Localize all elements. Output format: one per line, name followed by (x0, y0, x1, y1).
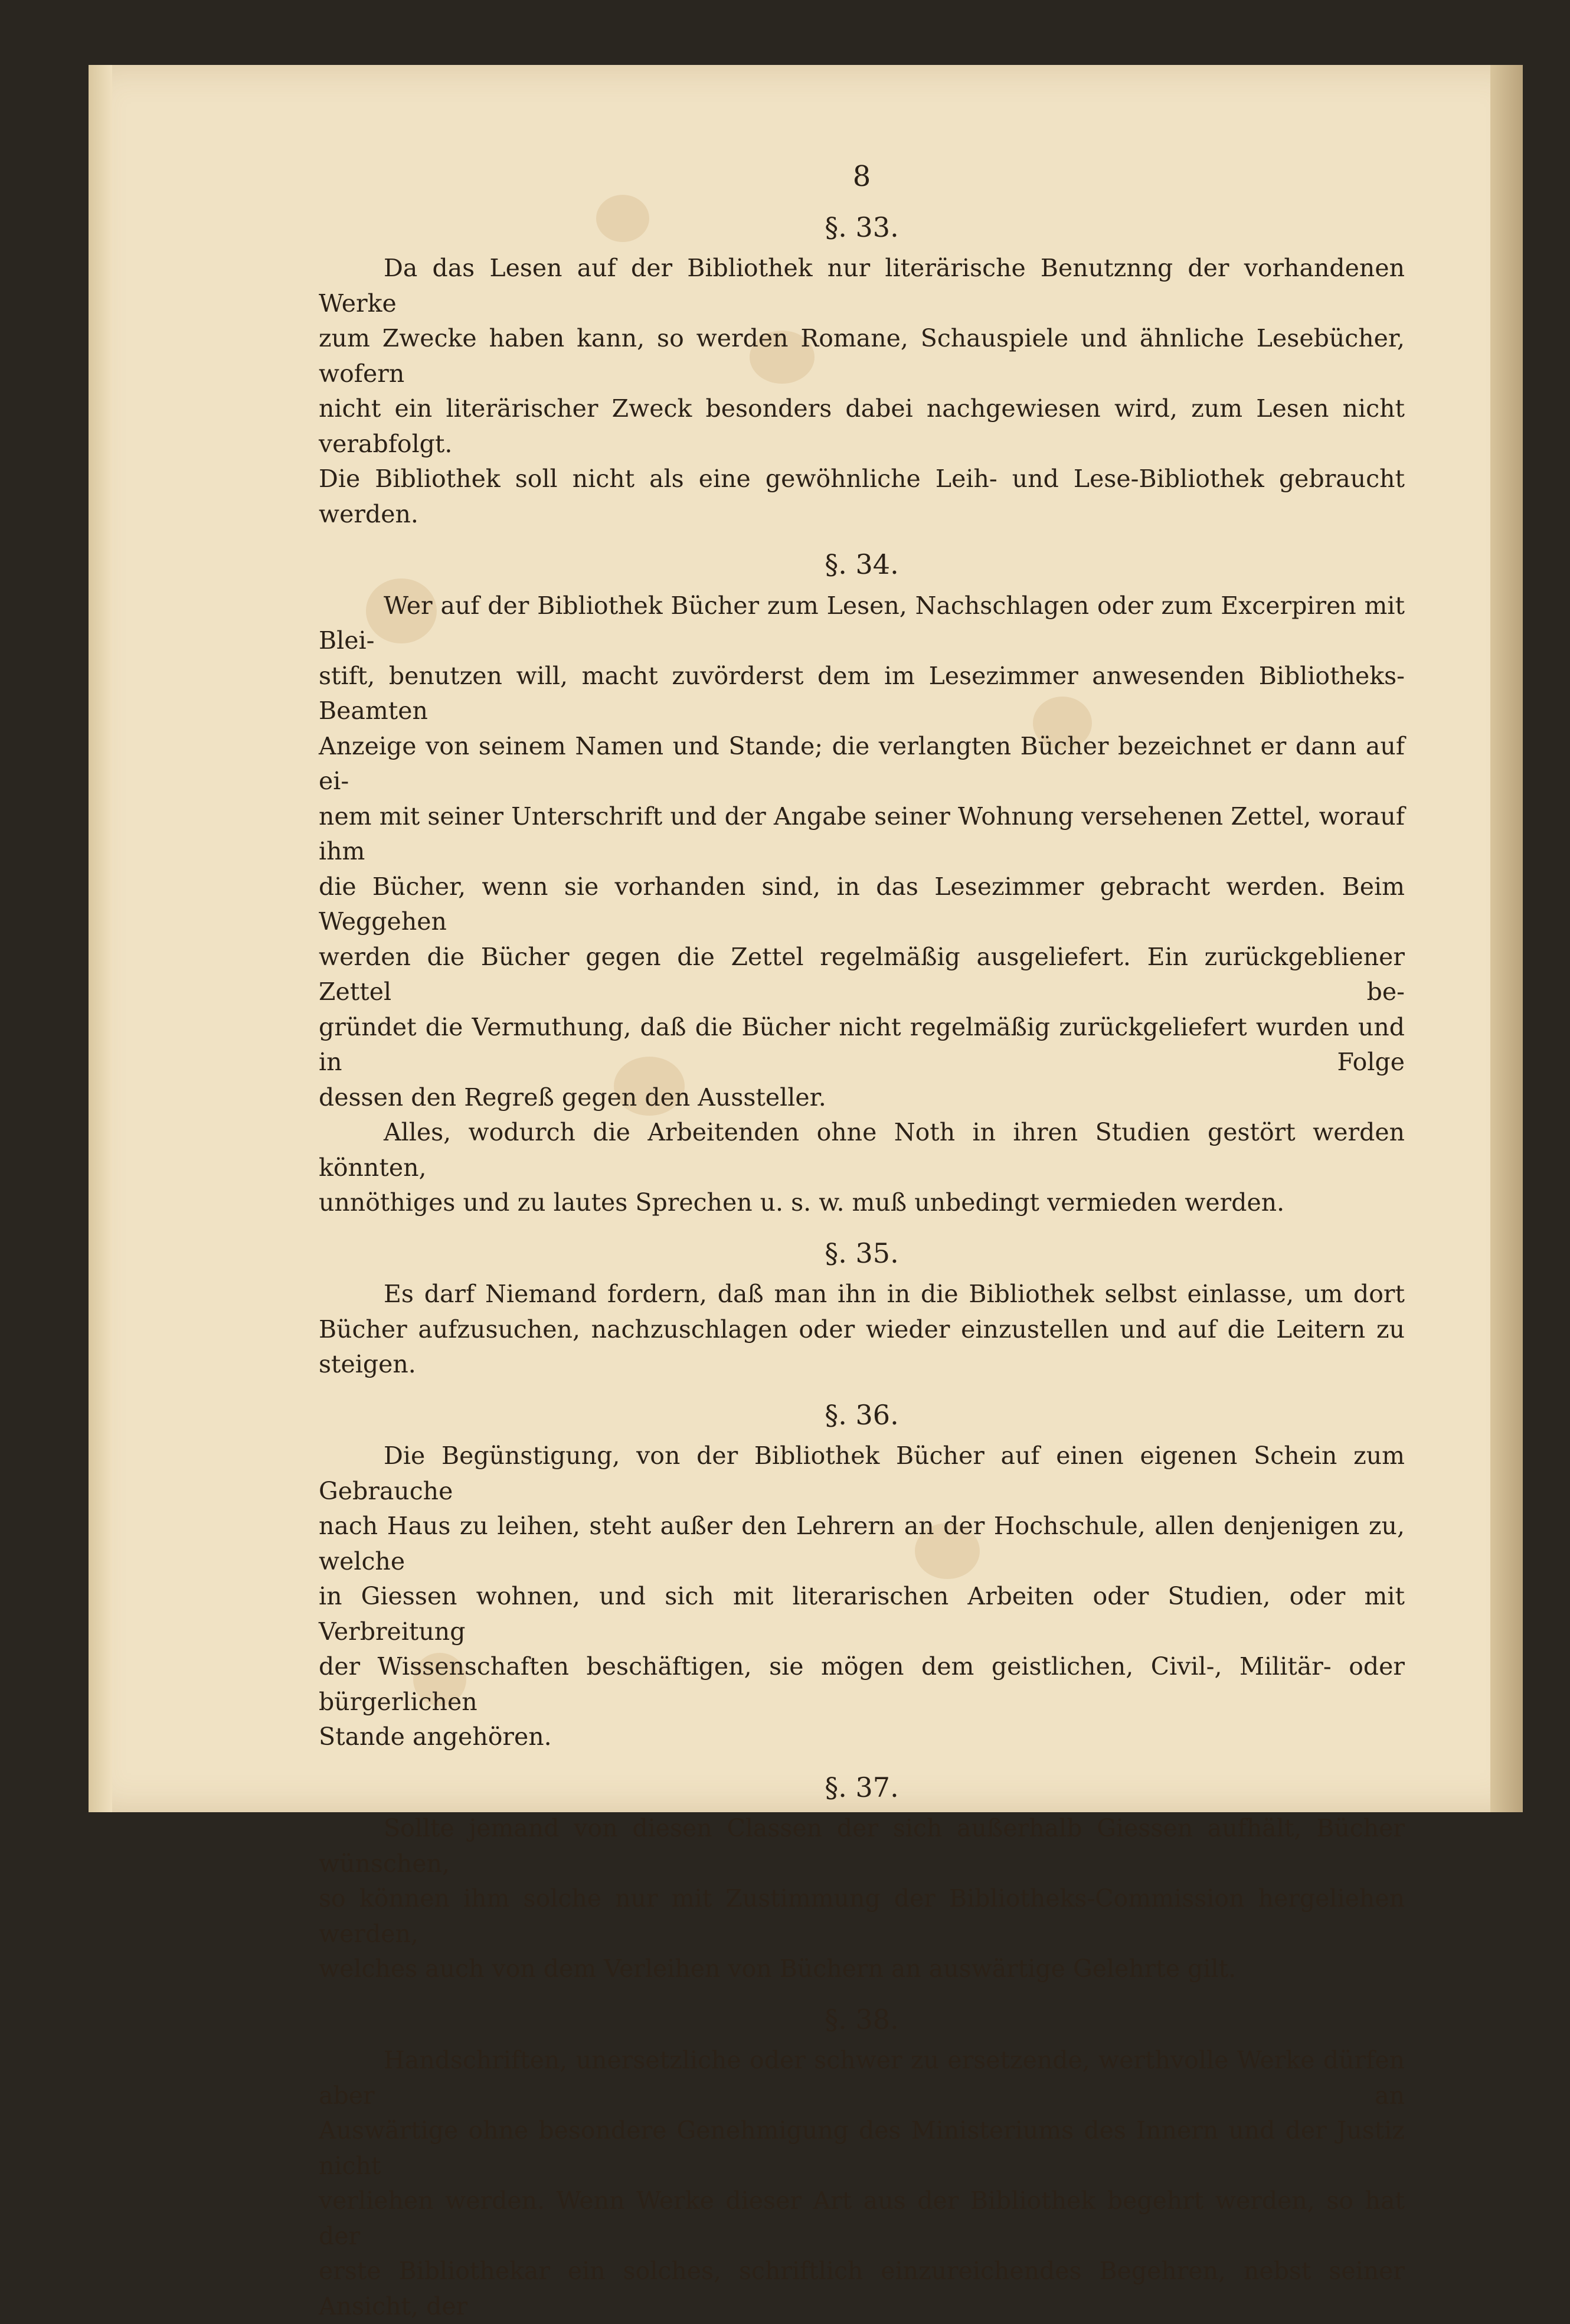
text-line: Stande angehören. (319, 1722, 552, 1751)
paragraph (319, 1439, 1405, 1755)
text-line: Die Bibliothek soll nicht als eine gewöhnliche Leih- und Lese-Bibliothek gebraucht werden. (319, 465, 1405, 528)
paragraph (319, 1811, 1405, 1987)
paragraph (319, 251, 1405, 532)
text-line: unnöthiges und zu lautes Sprechen u. s. w. muß unbedingt vermieden werden. (319, 1188, 1285, 1217)
text-line: Die Begünstigung, von der Bibliothek Bücher auf einen eigenen Schein zum Gebrauche (319, 1442, 1405, 1505)
section-heading: §. 38. (825, 2003, 899, 2035)
section-heading: §. 36. (825, 1398, 899, 1431)
text-line: Wer auf der Bibliothek Bücher zum Lesen, Nachschlagen oder zum Excerpiren mit Blei- (319, 591, 1405, 655)
text-line: Bücher aufzusuchen, nachzuschlagen oder wieder einzustellen und auf die Leitern zu steigen. (319, 1315, 1405, 1378)
text-line: Sollte jemand von diesen Classen der sich außerhalb Giessen aufhält, Bücher wünschen, (319, 1814, 1405, 1878)
text-line: nem mit seiner Unterschrift und der Angabe seiner Wohnung versehenen Zettel, worauf ihm (319, 802, 1405, 865)
text-line: Es darf Niemand fordern, daß man ihn in die Bibliothek selbst einlasse, um dort (384, 1280, 1405, 1308)
section-heading: §. 35. (825, 1237, 899, 1269)
text-line: dessen den Regreß gegen den Aussteller. (319, 1083, 826, 1112)
text-line: verliehen werden. Wenn Werke dieser Art aus der Bibliothek begehrt werden, so hat der (319, 2186, 1405, 2250)
text-line: Anzeige von seinem Namen und Stande; die verlangten Bücher bezeichnet er dann auf ei- (319, 731, 1405, 795)
paragraph (319, 1115, 1405, 1221)
section-heading: §. 37. (825, 1771, 899, 1803)
text-line: erste Bibliothekar ein solches, schriftlich einzureichendes Begehren, nebst seiner Ansicht, der (319, 2257, 1405, 2320)
text-line: werden die Bücher gegen die Zettel regelmäßig ausgeliefert. Ein zurückgebliener Zettel be- (319, 942, 1405, 1006)
text-line: stift, benutzen will, macht zuvörderst dem im Lesezimmer anwesenden Bibliotheks-Beamten (319, 661, 1405, 725)
paragraph (319, 2043, 1405, 2324)
text-line: Auswärtige ohne besondere Genehmigung des Ministeriums des Innern und der Justiz nicht (319, 2116, 1405, 2180)
text-line: in Giessen wohnen, und sich mit literarischen Arbeiten oder Studien, oder mit Verbreitung (319, 1582, 1405, 1646)
text-line: Handschriften, unersetzliche oder schwer zu ersetzende, werthvolle Werke dürfen aber an (319, 2046, 1405, 2110)
page-number: 8 (852, 160, 871, 193)
text-line: Da das Lesen auf der Bibliothek nur literärische Benutznng der vorhandenen Werke (319, 254, 1405, 318)
paragraph (319, 1277, 1405, 1382)
text-line: so können ihm solche nur mit Zustimmung der Bibliotheks-Commission hergeliehen werden, (319, 1884, 1405, 1948)
text-line: der Wissenschaften beschäftigen, sie mögen dem geistlichen, Civil-, Militär- oder bürgerlichen (319, 1652, 1405, 1716)
text-line: Alles, wodurch die Arbeitenden ohne Noth in ihren Studien gestört werden könnten, (319, 1118, 1405, 1182)
text-line: gründet die Vermuthung, daß die Bücher nicht regelmäßig zurückgeliefert wurden und in Folge (319, 1012, 1405, 1076)
section-heading: §. 33. (825, 211, 899, 243)
page-edge (89, 65, 112, 1812)
page-text (319, 159, 1405, 2324)
section-heading: §. 34. (825, 548, 899, 580)
text-line: nicht ein literärischer Zweck besonders dabei nachgewiesen wird, zum Lesen nicht verabfolgt. (319, 394, 1405, 458)
text-line: welches auch von dem Verleihen von Büchern an auswärtige Gelehrte gilt. (319, 1954, 1237, 1983)
text-line: die Bücher, wenn sie vorhanden sind, in das Lesezimmer gebracht werden. Beim Weggehen (319, 872, 1405, 936)
page-gutter-shadow (1490, 65, 1523, 1812)
paragraph (319, 589, 1405, 1116)
text-line: nach Haus zu leihen, steht außer den Lehrern an der Hochschule, allen denjenigen zu, welche (319, 1512, 1405, 1576)
text-line: zum Zwecke haben kann, so werden Romane, Schauspiele und ähnliche Lesebücher, wofern (319, 324, 1405, 388)
